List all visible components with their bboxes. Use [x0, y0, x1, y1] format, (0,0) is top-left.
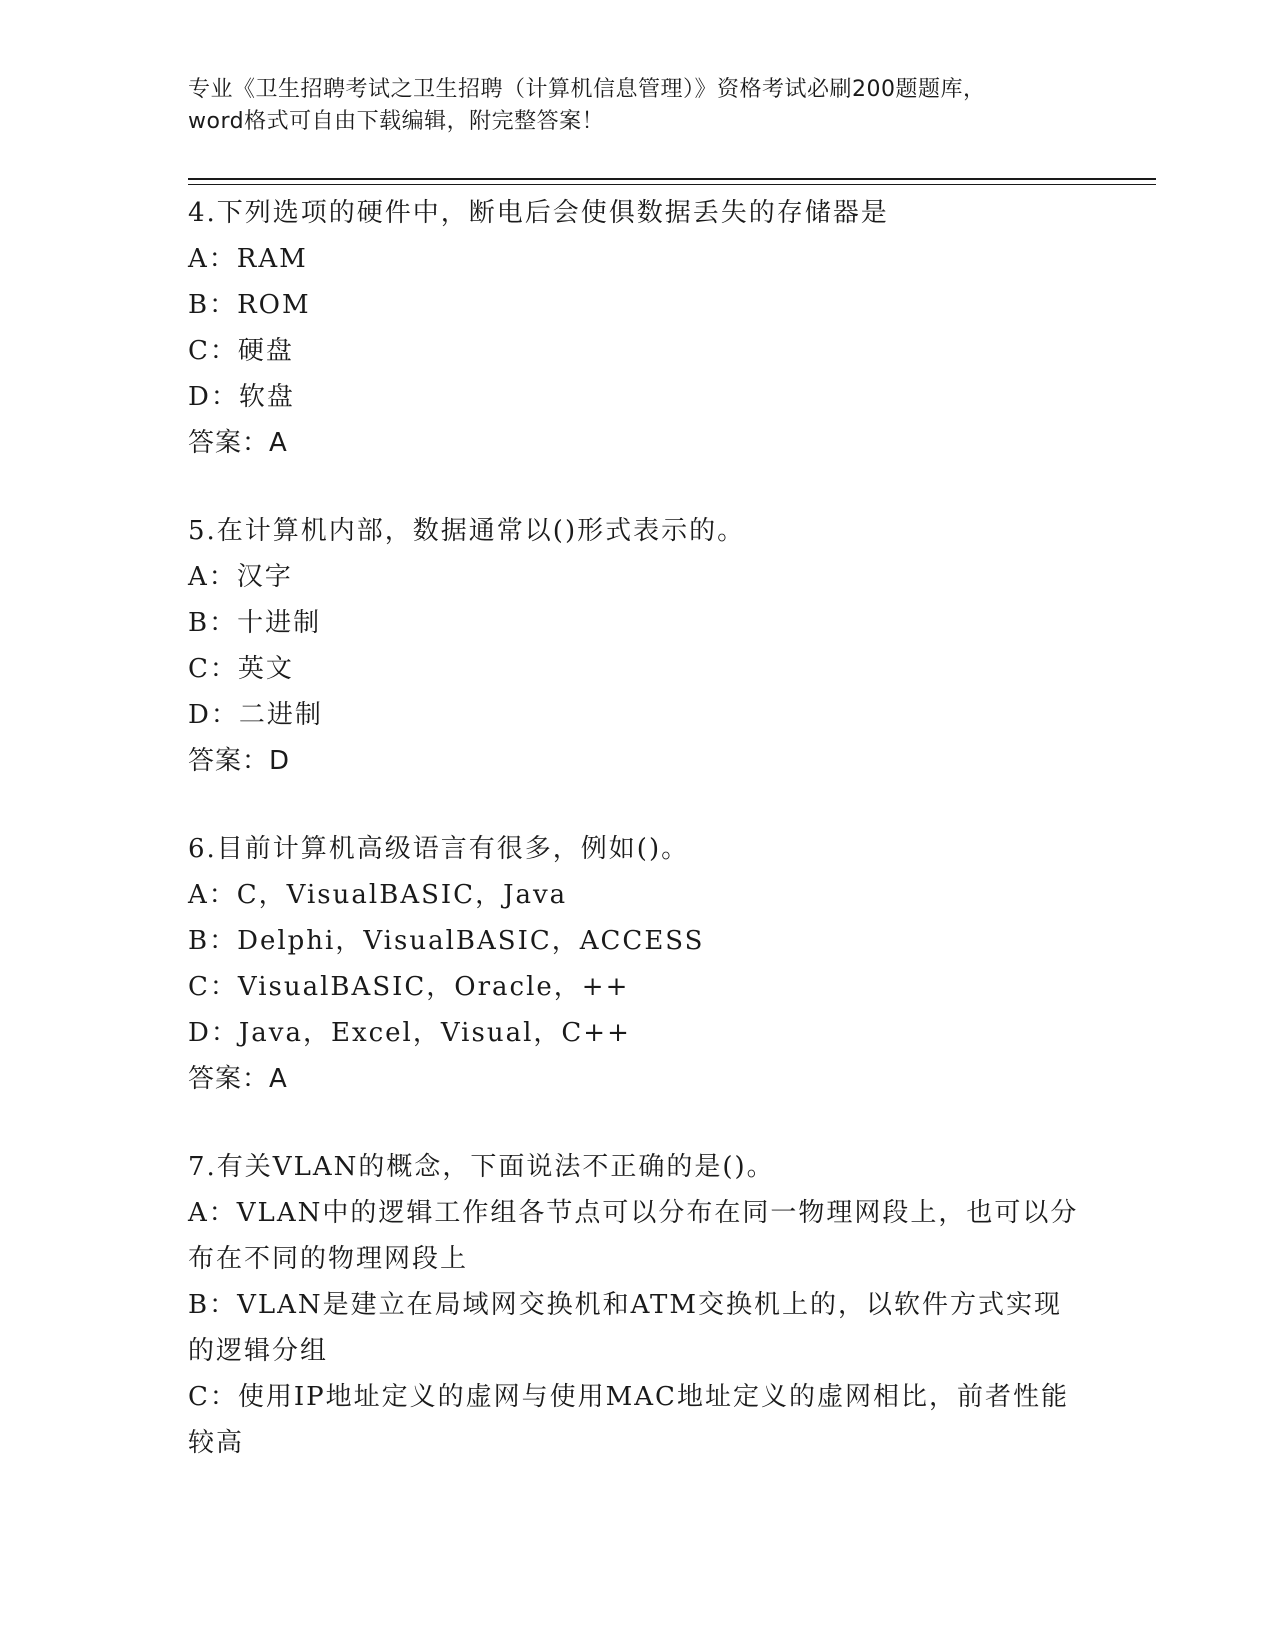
header-title-line-2: word格式可自由下载编辑，附完整答案！	[188, 109, 605, 134]
option-a: A：汉字	[188, 562, 293, 592]
option-b: B：VLAN是建立在局域网交换机和ATM交换机上的，以软件方式实现的逻辑分组	[188, 1290, 1062, 1366]
option-c: C：使用IP地址定义的虚网与使用MAC地址定义的虚网相比，前者性能较高	[188, 1382, 1069, 1458]
option-d: D：二进制	[188, 700, 323, 730]
header-divider-thick	[188, 178, 1156, 180]
option-a: A：VLAN中的逻辑工作组各节点可以分布在同一物理网段上，也可以分布在不同的物理网段上	[188, 1198, 1079, 1274]
option-b: B：ROM	[188, 290, 311, 320]
header-divider-thin	[188, 184, 1156, 185]
question-list	[188, 190, 1088, 1508]
question-stem: 4.下列选项的硬件中，断电后会使俱数据丢失的存储器是	[188, 198, 889, 228]
option-b: B：十进制	[188, 608, 322, 638]
option-c: C：硬盘	[188, 336, 294, 366]
question-stem: 6.目前计算机高级语言有很多，例如()。	[188, 834, 690, 864]
answer-line: 答案：A	[188, 1064, 288, 1094]
option-a: A：RAM	[188, 244, 308, 274]
document-header	[188, 74, 1088, 138]
option-d: D：软盘	[188, 382, 295, 412]
header-title-line-1: 专业《卫生招聘考试之卫生招聘（计算机信息管理）》资格考试必刷200题题库，	[188, 77, 986, 102]
option-c: C：英文	[188, 654, 294, 684]
option-b: B：Delphi，VisualBASIC，ACCESS	[188, 926, 705, 956]
option-d: D：Java，Excel，Visual，C++	[188, 1018, 631, 1048]
question-7	[188, 1144, 1088, 1466]
question-stem: 5.在计算机内部，数据通常以()形式表示的。	[188, 516, 746, 546]
option-c: C：VisualBASIC，Oracle，++	[188, 972, 630, 1002]
option-a: A：C，VisualBASIC，Java	[188, 880, 568, 910]
question-5	[188, 508, 1088, 784]
question-6	[188, 826, 1088, 1102]
question-4	[188, 190, 1088, 466]
question-stem: 7.有关VLAN的概念，下面说法不正确的是()。	[188, 1152, 775, 1182]
answer-line: 答案：A	[188, 428, 288, 458]
answer-line: 答案：D	[188, 746, 291, 776]
